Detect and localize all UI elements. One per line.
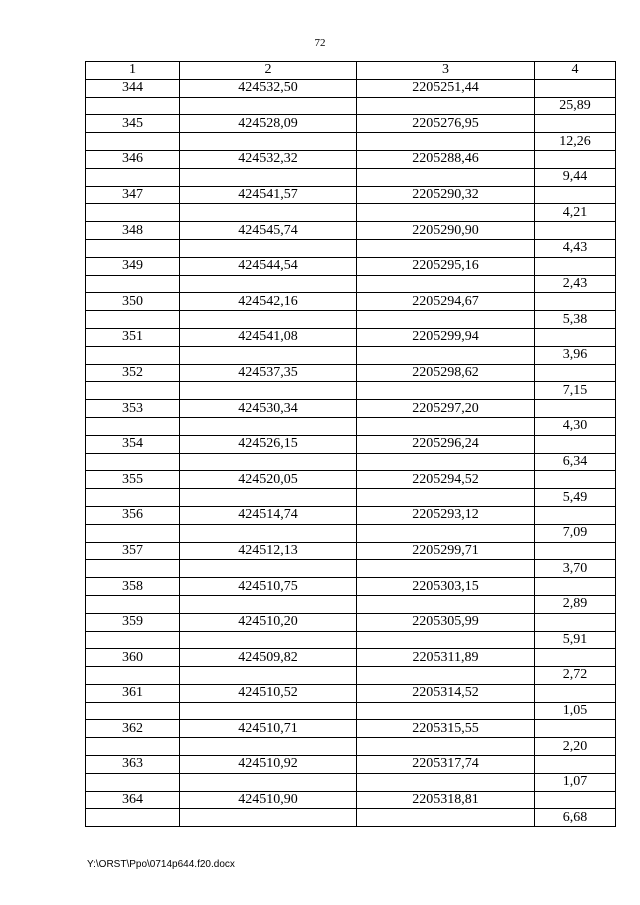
- table-row-distance: [86, 702, 616, 720]
- table-row-distance: [86, 97, 616, 115]
- empty-cell: [180, 346, 357, 364]
- empty-cell: [86, 631, 180, 649]
- table-row: [86, 400, 616, 418]
- empty-cell: [535, 150, 616, 168]
- empty-cell: [180, 524, 357, 542]
- empty-cell: [86, 524, 180, 542]
- empty-cell: [86, 773, 180, 791]
- empty-cell: [357, 738, 535, 756]
- segment-length: 2,72: [535, 667, 616, 685]
- empty-cell: [357, 524, 535, 542]
- empty-cell: [357, 97, 535, 115]
- empty-cell: [357, 133, 535, 151]
- table-row: [86, 542, 616, 560]
- empty-cell: [86, 702, 180, 720]
- x-coordinate: 424512,13: [180, 542, 357, 560]
- table-row-distance: [86, 738, 616, 756]
- y-coordinate: 2205290,90: [357, 222, 535, 240]
- empty-cell: [180, 382, 357, 400]
- x-coordinate: 424545,74: [180, 222, 357, 240]
- y-coordinate: 2205305,99: [357, 613, 535, 631]
- table-row: [86, 613, 616, 631]
- table-row: [86, 257, 616, 275]
- empty-cell: [535, 79, 616, 97]
- x-coordinate: 424530,34: [180, 400, 357, 418]
- segment-length: 5,38: [535, 311, 616, 329]
- segment-length: 2,89: [535, 595, 616, 613]
- column-header-4: 4: [535, 62, 616, 80]
- empty-cell: [535, 328, 616, 346]
- segment-length: 7,09: [535, 524, 616, 542]
- table-row-distance: [86, 489, 616, 507]
- table-row-distance: [86, 631, 616, 649]
- empty-cell: [357, 346, 535, 364]
- table-row-distance: [86, 453, 616, 471]
- segment-length: 9,44: [535, 168, 616, 186]
- empty-cell: [180, 773, 357, 791]
- empty-cell: [535, 222, 616, 240]
- empty-cell: [180, 738, 357, 756]
- empty-cell: [535, 791, 616, 809]
- segment-length: 12,26: [535, 133, 616, 151]
- segment-length: 1,05: [535, 702, 616, 720]
- table-row-distance: [86, 275, 616, 293]
- empty-cell: [86, 417, 180, 435]
- table-row: [86, 791, 616, 809]
- empty-cell: [180, 97, 357, 115]
- empty-cell: [357, 489, 535, 507]
- point-number: 361: [86, 684, 180, 702]
- segment-length: 2,43: [535, 275, 616, 293]
- empty-cell: [357, 239, 535, 257]
- empty-cell: [180, 560, 357, 578]
- x-coordinate: 424510,20: [180, 613, 357, 631]
- segment-length: 4,30: [535, 417, 616, 435]
- table-body: [86, 79, 616, 826]
- empty-cell: [180, 702, 357, 720]
- empty-cell: [357, 809, 535, 827]
- empty-cell: [357, 560, 535, 578]
- point-number: 355: [86, 471, 180, 489]
- empty-cell: [180, 204, 357, 222]
- table-row: [86, 578, 616, 596]
- table-row-distance: [86, 560, 616, 578]
- point-number: 348: [86, 222, 180, 240]
- point-number: 353: [86, 400, 180, 418]
- y-coordinate: 2205276,95: [357, 115, 535, 133]
- table-row-distance: [86, 133, 616, 151]
- empty-cell: [535, 506, 616, 524]
- y-coordinate: 2205314,52: [357, 684, 535, 702]
- empty-cell: [180, 133, 357, 151]
- empty-cell: [357, 382, 535, 400]
- empty-cell: [535, 293, 616, 311]
- table-row: [86, 186, 616, 204]
- table-row-distance: [86, 168, 616, 186]
- x-coordinate: 424520,05: [180, 471, 357, 489]
- x-coordinate: 424537,35: [180, 364, 357, 382]
- x-coordinate: 424510,90: [180, 791, 357, 809]
- empty-cell: [357, 667, 535, 685]
- x-coordinate: 424541,57: [180, 186, 357, 204]
- y-coordinate: 2205311,89: [357, 649, 535, 667]
- point-number: 351: [86, 328, 180, 346]
- x-coordinate: 424526,15: [180, 435, 357, 453]
- empty-cell: [180, 667, 357, 685]
- empty-cell: [357, 631, 535, 649]
- empty-cell: [180, 311, 357, 329]
- empty-cell: [180, 631, 357, 649]
- empty-cell: [86, 453, 180, 471]
- empty-cell: [357, 595, 535, 613]
- table-row: [86, 435, 616, 453]
- empty-cell: [86, 204, 180, 222]
- segment-length: 2,20: [535, 738, 616, 756]
- y-coordinate: 2205290,32: [357, 186, 535, 204]
- empty-cell: [86, 275, 180, 293]
- table-row-distance: [86, 524, 616, 542]
- empty-cell: [86, 97, 180, 115]
- empty-cell: [535, 542, 616, 560]
- point-number: 347: [86, 186, 180, 204]
- table-row-distance: [86, 417, 616, 435]
- empty-cell: [86, 311, 180, 329]
- point-number: 345: [86, 115, 180, 133]
- empty-cell: [535, 257, 616, 275]
- segment-length: 4,21: [535, 204, 616, 222]
- x-coordinate: 424510,52: [180, 684, 357, 702]
- point-number: 359: [86, 613, 180, 631]
- empty-cell: [357, 453, 535, 471]
- empty-cell: [535, 115, 616, 133]
- table-row: [86, 293, 616, 311]
- y-coordinate: 2205299,94: [357, 328, 535, 346]
- point-number: 352: [86, 364, 180, 382]
- y-coordinate: 2205317,74: [357, 756, 535, 774]
- empty-cell: [535, 471, 616, 489]
- point-number: 358: [86, 578, 180, 596]
- x-coordinate: 424544,54: [180, 257, 357, 275]
- point-number: 349: [86, 257, 180, 275]
- table-row: [86, 471, 616, 489]
- table-row: [86, 115, 616, 133]
- segment-length: 5,91: [535, 631, 616, 649]
- y-coordinate: 2205293,12: [357, 506, 535, 524]
- y-coordinate: 2205298,62: [357, 364, 535, 382]
- y-coordinate: 2205251,44: [357, 79, 535, 97]
- x-coordinate: 424510,71: [180, 720, 357, 738]
- x-coordinate: 424532,32: [180, 150, 357, 168]
- table-row: [86, 756, 616, 774]
- empty-cell: [535, 684, 616, 702]
- table-row: [86, 328, 616, 346]
- y-coordinate: 2205294,52: [357, 471, 535, 489]
- y-coordinate: 2205318,81: [357, 791, 535, 809]
- empty-cell: [357, 275, 535, 293]
- empty-cell: [357, 168, 535, 186]
- empty-cell: [86, 133, 180, 151]
- empty-cell: [535, 756, 616, 774]
- empty-cell: [86, 595, 180, 613]
- y-coordinate: 2205294,67: [357, 293, 535, 311]
- point-number: 363: [86, 756, 180, 774]
- table-row: [86, 79, 616, 97]
- empty-cell: [535, 400, 616, 418]
- column-header-2: 2: [180, 62, 357, 80]
- segment-length: 5,49: [535, 489, 616, 507]
- point-number: 356: [86, 506, 180, 524]
- segment-length: 6,68: [535, 809, 616, 827]
- x-coordinate: 424510,75: [180, 578, 357, 596]
- x-coordinate: 424528,09: [180, 115, 357, 133]
- x-coordinate: 424542,16: [180, 293, 357, 311]
- table-row-distance: [86, 382, 616, 400]
- y-coordinate: 2205288,46: [357, 150, 535, 168]
- table-row-distance: [86, 773, 616, 791]
- empty-cell: [180, 595, 357, 613]
- point-number: 364: [86, 791, 180, 809]
- table-row: [86, 684, 616, 702]
- table-row: [86, 506, 616, 524]
- segment-length: 3,96: [535, 346, 616, 364]
- table-row-distance: [86, 346, 616, 364]
- table-row: [86, 649, 616, 667]
- footer-file-path: Y:\ORST\Ppo\0714p644.f20.docx: [87, 859, 235, 870]
- table-row-distance: [86, 311, 616, 329]
- table-row: [86, 150, 616, 168]
- point-number: 357: [86, 542, 180, 560]
- empty-cell: [180, 417, 357, 435]
- empty-cell: [86, 667, 180, 685]
- empty-cell: [180, 275, 357, 293]
- point-number: 350: [86, 293, 180, 311]
- empty-cell: [357, 311, 535, 329]
- y-coordinate: 2205296,24: [357, 435, 535, 453]
- empty-cell: [86, 809, 180, 827]
- empty-cell: [357, 773, 535, 791]
- table-row: [86, 222, 616, 240]
- x-coordinate: 424532,50: [180, 79, 357, 97]
- empty-cell: [357, 417, 535, 435]
- empty-cell: [180, 168, 357, 186]
- y-coordinate: 2205295,16: [357, 257, 535, 275]
- empty-cell: [535, 720, 616, 738]
- point-number: 360: [86, 649, 180, 667]
- empty-cell: [86, 239, 180, 257]
- y-coordinate: 2205299,71: [357, 542, 535, 560]
- empty-cell: [535, 435, 616, 453]
- empty-cell: [86, 738, 180, 756]
- table-row-distance: [86, 667, 616, 685]
- coordinates-table: [85, 61, 616, 827]
- empty-cell: [535, 578, 616, 596]
- y-coordinate: 2205315,55: [357, 720, 535, 738]
- empty-cell: [86, 382, 180, 400]
- point-number: 354: [86, 435, 180, 453]
- table-row-distance: [86, 595, 616, 613]
- empty-cell: [535, 186, 616, 204]
- point-number: 346: [86, 150, 180, 168]
- empty-cell: [86, 168, 180, 186]
- x-coordinate: 424510,92: [180, 756, 357, 774]
- segment-length: 1,07: [535, 773, 616, 791]
- empty-cell: [86, 560, 180, 578]
- empty-cell: [535, 364, 616, 382]
- table-row-distance: [86, 204, 616, 222]
- x-coordinate: 424509,82: [180, 649, 357, 667]
- column-header-3: 3: [357, 62, 535, 80]
- x-coordinate: 424514,74: [180, 506, 357, 524]
- empty-cell: [180, 239, 357, 257]
- point-number: 362: [86, 720, 180, 738]
- table-row-distance: [86, 809, 616, 827]
- y-coordinate: 2205303,15: [357, 578, 535, 596]
- table-header-row: [86, 62, 616, 80]
- column-header-1: 1: [86, 62, 180, 80]
- empty-cell: [86, 489, 180, 507]
- table-row: [86, 720, 616, 738]
- segment-length: 4,43: [535, 239, 616, 257]
- y-coordinate: 2205297,20: [357, 400, 535, 418]
- empty-cell: [535, 613, 616, 631]
- page-number: 72: [314, 37, 326, 49]
- empty-cell: [535, 649, 616, 667]
- empty-cell: [180, 809, 357, 827]
- table-row: [86, 364, 616, 382]
- point-number: 344: [86, 79, 180, 97]
- segment-length: 7,15: [535, 382, 616, 400]
- segment-length: 6,34: [535, 453, 616, 471]
- empty-cell: [180, 489, 357, 507]
- empty-cell: [357, 702, 535, 720]
- table-row-distance: [86, 239, 616, 257]
- empty-cell: [180, 453, 357, 471]
- segment-length: 3,70: [535, 560, 616, 578]
- empty-cell: [86, 346, 180, 364]
- segment-length: 25,89: [535, 97, 616, 115]
- x-coordinate: 424541,08: [180, 328, 357, 346]
- empty-cell: [357, 204, 535, 222]
